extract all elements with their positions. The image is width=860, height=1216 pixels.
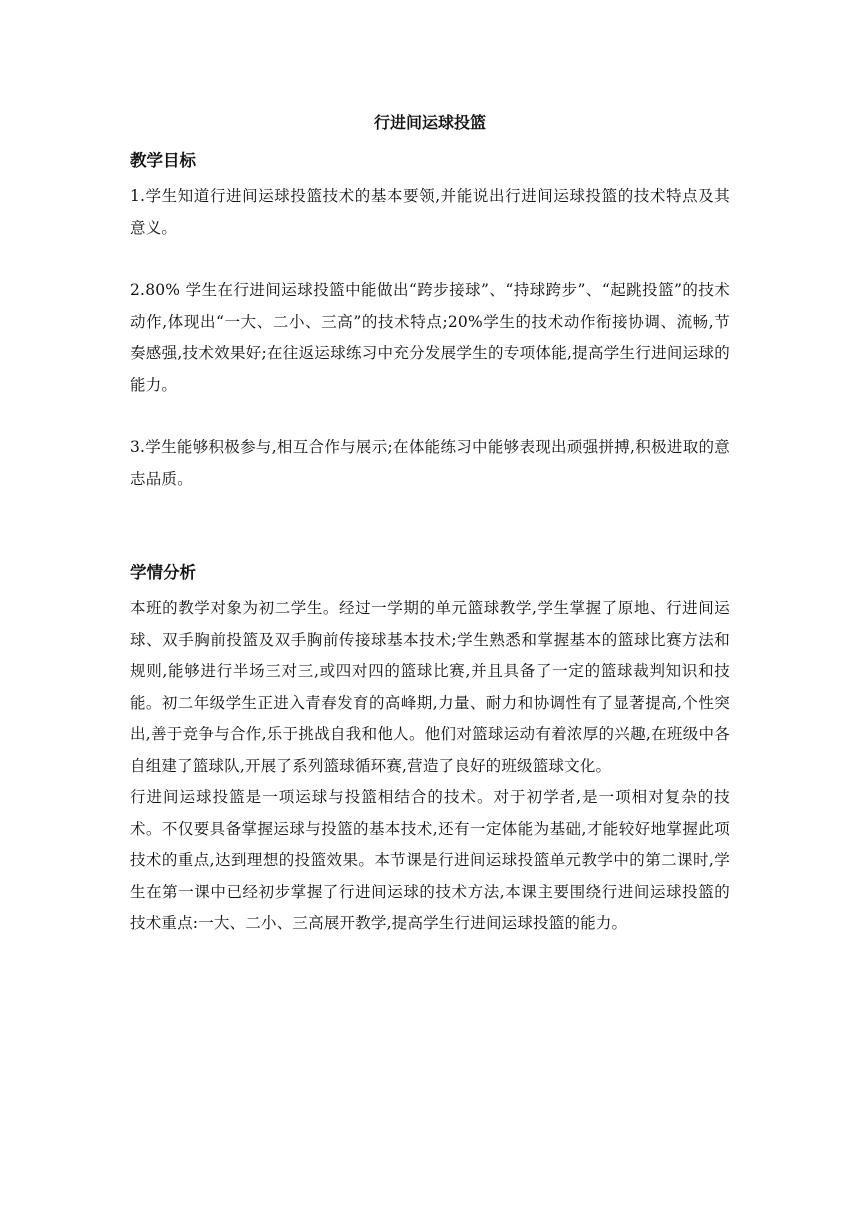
goal-paragraph-1: 1.学生知道行进间运球投篮技术的基本要领,并能说出行进间运球投篮的技术特点及其意义。 <box>130 187 730 237</box>
section-heading-teaching-goals: 教学目标 <box>130 151 196 170</box>
paragraph-spacer <box>130 244 730 275</box>
analysis-paragraph-1: 本班的教学对象为初二学生。经过一学期的单元篮球教学,学生掌握了原地、行进间运球、双手胸前投篮及双手胸前传接球基本技术;学生熟悉和掌握基本的篮球比赛方法和规则,能够进行半场三对三,或四对四的篮球比赛,并且具备了一定的篮球裁判知识和技能。初二年级学生正进入青春发育的高峰期,力量、耐力和协调性有了显著提高,个性突出,善于竞争与合作,乐于挑战自我和他人。他们对篮球运动有着浓厚的兴趣,在班级中各自组建了篮球队,开展了系列篮球循环赛,营造了良好的班级篮球文化。 <box>130 599 730 775</box>
document-page <box>130 105 730 940</box>
section-spacer <box>130 495 730 553</box>
paragraph-spacer <box>130 401 730 432</box>
goal-paragraph-3: 3.学生能够积极参与,相互合作与展示;在体能练习中能够表现出顽强拼搏,积极进取的意志品质。 <box>130 438 730 488</box>
document-title: 行进间运球投篮 <box>373 113 486 132</box>
section-heading-student-analysis: 学情分析 <box>130 563 196 582</box>
analysis-paragraph-2: 行进间运球投篮是一项运球与投篮相结合的技术。对于初学者,是一项相对复杂的技术。不仅要具备掌握运球与投篮的基本技术,还有一定体能为基础,才能较好地掌握此项技术的重点,达到理想的投篮效果。本节课是行进间运球投篮单元教学中的第二课时,学生在第一课中已经初步掌握了行进间运球的技术方法,本课主要围绕行进间运球投篮的技术重点:一大、二小、三高展开教学,提高学生行进间运球投篮的能力。 <box>130 788 730 932</box>
goal-paragraph-2: 2.80% 学生在行进间运球投篮中能做出“跨步接球”、“持球跨步”、“起跳投篮”的技术动作,体现出“一大、二小、三高”的技术特点;20%学生的技术动作衔接协调、流畅,节奏感强,技术效果好;在往返运球练习中充分发展学生的专项体能,提高学生行进间运球的能力。 <box>130 281 730 394</box>
